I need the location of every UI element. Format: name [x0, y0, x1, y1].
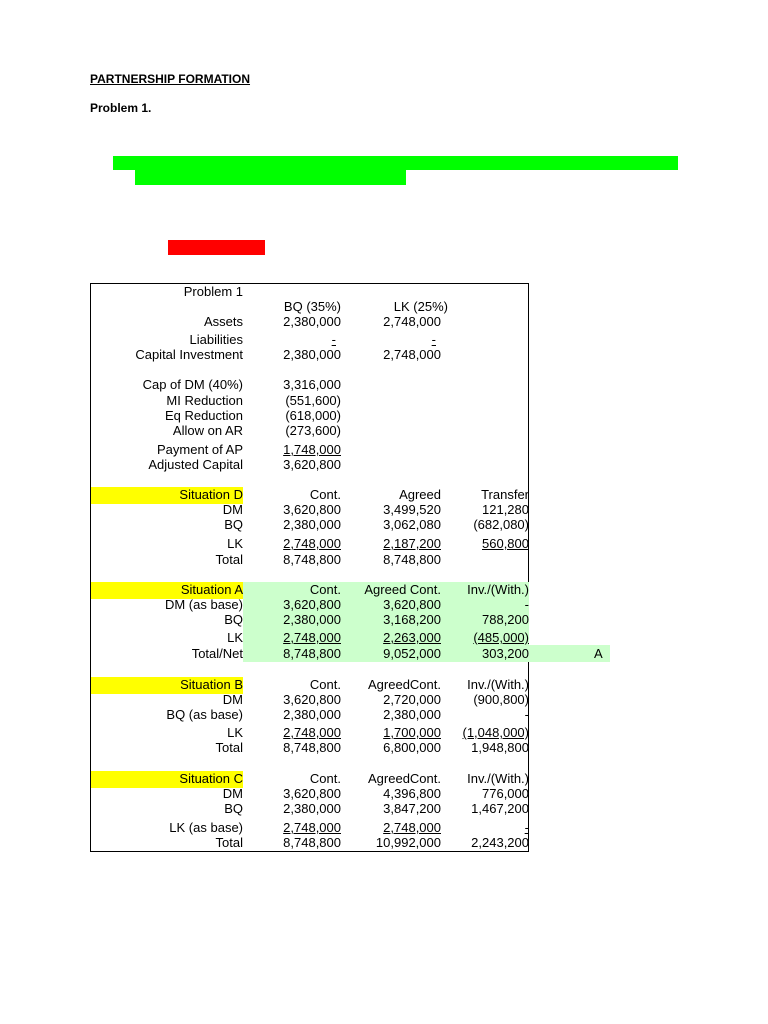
- cell-value: 2,380,000: [283, 707, 341, 722]
- col-header: AgreedCont.: [368, 771, 441, 786]
- cell-value: 3,847,200: [383, 801, 441, 816]
- table-row: [91, 393, 528, 409]
- cell-value: 8,748,800: [283, 552, 341, 567]
- cell-value: 3,062,080: [383, 517, 441, 532]
- cell-value: 3,620,800: [283, 786, 341, 801]
- col-header: Inv./(With.): [467, 771, 529, 786]
- situation-d-header: [91, 487, 528, 503]
- cell-value: 2,380,000: [283, 517, 341, 532]
- table-row: [91, 377, 528, 393]
- col-header: Cont.: [309, 582, 341, 597]
- side-note-label: A: [594, 646, 603, 661]
- col-header-lk: LK (25%): [393, 299, 448, 314]
- cell-value: 1,700,000: [383, 725, 441, 740]
- cell-value: (551,600): [285, 393, 341, 408]
- row-label: Allow on AR: [172, 423, 243, 438]
- cell-value: 1,948,800: [471, 740, 529, 755]
- cell-value: 560,800: [482, 536, 529, 551]
- situation-c-header: [91, 771, 528, 787]
- problem-label: Problem 1.: [90, 101, 152, 115]
- cell-value: -: [524, 597, 529, 612]
- col-header: Transfer: [481, 487, 529, 502]
- row-label: Total: [215, 740, 243, 755]
- row-label: Liabilities: [189, 332, 243, 347]
- cell-value: 2,748,000: [383, 314, 441, 329]
- row-label: Adjusted Capital: [148, 457, 243, 472]
- row-label: Capital Investment: [135, 347, 243, 362]
- table-title: Problem 1: [183, 284, 243, 299]
- table-row: [91, 725, 528, 741]
- col-header: AgreedCont.: [368, 677, 441, 692]
- row-label: Eq Reduction: [164, 408, 243, 423]
- cell-value: 3,316,000: [283, 377, 341, 392]
- cell-value: 3,620,800: [383, 597, 441, 612]
- row-label: DM (as base): [164, 597, 243, 612]
- col-header: Agreed Cont.: [364, 582, 441, 597]
- cell-value: 3,620,800: [283, 597, 341, 612]
- problem-table: [90, 283, 529, 852]
- row-label: BQ: [224, 801, 243, 816]
- table-row: [91, 707, 528, 723]
- table-row: [91, 786, 528, 802]
- cell-value: 2,380,000: [283, 347, 341, 362]
- row-label: DM: [222, 786, 243, 801]
- cell-value: 2,748,000: [283, 630, 341, 645]
- cell-value: 2,243,200: [471, 835, 529, 850]
- col-header-bq: BQ (35%): [283, 299, 341, 314]
- cell-value: -: [431, 332, 436, 347]
- cell-value: (485,000): [473, 630, 529, 645]
- col-header: Agreed: [399, 487, 441, 502]
- cell-value: (273,600): [285, 423, 341, 438]
- row-label: MI Reduction: [166, 393, 243, 408]
- cell-value: 2,380,000: [383, 707, 441, 722]
- cell-value: 2,187,200: [383, 536, 441, 551]
- col-header: Inv./(With.): [467, 677, 529, 692]
- table-row: [91, 517, 528, 533]
- red-bar: [168, 240, 265, 255]
- table-row: [91, 835, 528, 851]
- cell-value: 2,748,000: [383, 347, 441, 362]
- cell-value: 303,200: [482, 646, 529, 661]
- cell-value: 1,748,000: [283, 442, 341, 457]
- cell-value: (618,000): [285, 408, 341, 423]
- cell-value: 3,620,800: [283, 502, 341, 517]
- row-label: BQ: [224, 517, 243, 532]
- table-row: [91, 612, 528, 628]
- table-row: [91, 502, 528, 518]
- cell-value: 3,499,520: [383, 502, 441, 517]
- situation-a-header: [91, 582, 528, 598]
- row-label: BQ (as base): [166, 707, 243, 722]
- table-row: [91, 347, 528, 363]
- row-label: DM: [222, 692, 243, 707]
- table-row: [91, 408, 528, 424]
- col-header-row: [91, 299, 528, 315]
- table-row: [91, 630, 528, 646]
- col-header: Cont.: [309, 771, 341, 786]
- cell-value: (900,800): [473, 692, 529, 707]
- table-row: [91, 423, 528, 439]
- table-row: [91, 646, 528, 662]
- situation-d-label: Situation D: [179, 487, 243, 502]
- cell-value: 2,263,000: [383, 630, 441, 645]
- row-label: LK (as base): [169, 820, 243, 835]
- cell-value: 10,992,000: [375, 835, 441, 850]
- cell-value: 121,280: [482, 502, 529, 517]
- row-label: Total/Net: [191, 646, 243, 661]
- cell-value: 1,467,200: [471, 801, 529, 816]
- cell-value: -: [524, 707, 529, 722]
- cell-value: 8,748,800: [283, 740, 341, 755]
- table-row: [91, 552, 528, 568]
- row-label: DM: [222, 502, 243, 517]
- situation-b-label: Situation B: [180, 677, 243, 692]
- table-row: [91, 314, 528, 330]
- table-row: [91, 457, 528, 473]
- col-header: Cont.: [309, 487, 341, 502]
- table-row: [91, 536, 528, 552]
- green-bar-top: [113, 156, 678, 170]
- table-row: [91, 801, 528, 817]
- cell-value: 3,168,200: [383, 612, 441, 627]
- cell-value: -: [331, 332, 336, 347]
- row-label: LK: [227, 725, 243, 740]
- table-row: [91, 442, 528, 458]
- row-label: LK: [227, 536, 243, 551]
- situation-c-label: Situation C: [179, 771, 243, 786]
- cell-value: 8,748,800: [283, 835, 341, 850]
- cell-value: 2,748,000: [283, 725, 341, 740]
- situation-b-header: [91, 677, 528, 693]
- cell-value: 2,748,000: [383, 820, 441, 835]
- cell-value: 8,748,800: [283, 646, 341, 661]
- cell-value: 2,380,000: [283, 314, 341, 329]
- row-label: Cap of DM (40%): [142, 377, 243, 392]
- col-header: Cont.: [309, 677, 341, 692]
- cell-value: 9,052,000: [383, 646, 441, 661]
- cell-value: 2,748,000: [283, 820, 341, 835]
- cell-value: 2,720,000: [383, 692, 441, 707]
- cell-value: (1,048,000): [462, 725, 529, 740]
- cell-value: 2,748,000: [283, 536, 341, 551]
- cell-value: -: [524, 820, 529, 835]
- document-title: PARTNERSHIP FORMATION: [90, 72, 251, 86]
- situation-a-label: Situation A: [180, 582, 243, 597]
- table-row: [91, 597, 528, 613]
- cell-value: 3,620,800: [283, 692, 341, 707]
- cell-value: 4,396,800: [383, 786, 441, 801]
- cell-value: 8,748,800: [383, 552, 441, 567]
- table-row: [91, 740, 528, 756]
- cell-value: 2,380,000: [283, 612, 341, 627]
- cell-value: 788,200: [482, 612, 529, 627]
- table-row: [91, 332, 528, 348]
- table-title-row: [91, 284, 528, 300]
- table-row: [91, 820, 528, 836]
- cell-value: 2,380,000: [283, 801, 341, 816]
- green-bar-bottom: [135, 170, 406, 185]
- col-header: Inv./(With.): [467, 582, 529, 597]
- cell-value: 3,620,800: [283, 457, 341, 472]
- row-label: Total: [215, 835, 243, 850]
- cell-value: 6,800,000: [383, 740, 441, 755]
- row-label: LK: [227, 630, 243, 645]
- row-label: Assets: [203, 314, 243, 329]
- row-label: Payment of AP: [157, 442, 243, 457]
- table-row: [91, 692, 528, 708]
- row-label: BQ: [224, 612, 243, 627]
- cell-value: 776,000: [482, 786, 529, 801]
- cell-value: (682,080): [473, 517, 529, 532]
- row-label: Total: [215, 552, 243, 567]
